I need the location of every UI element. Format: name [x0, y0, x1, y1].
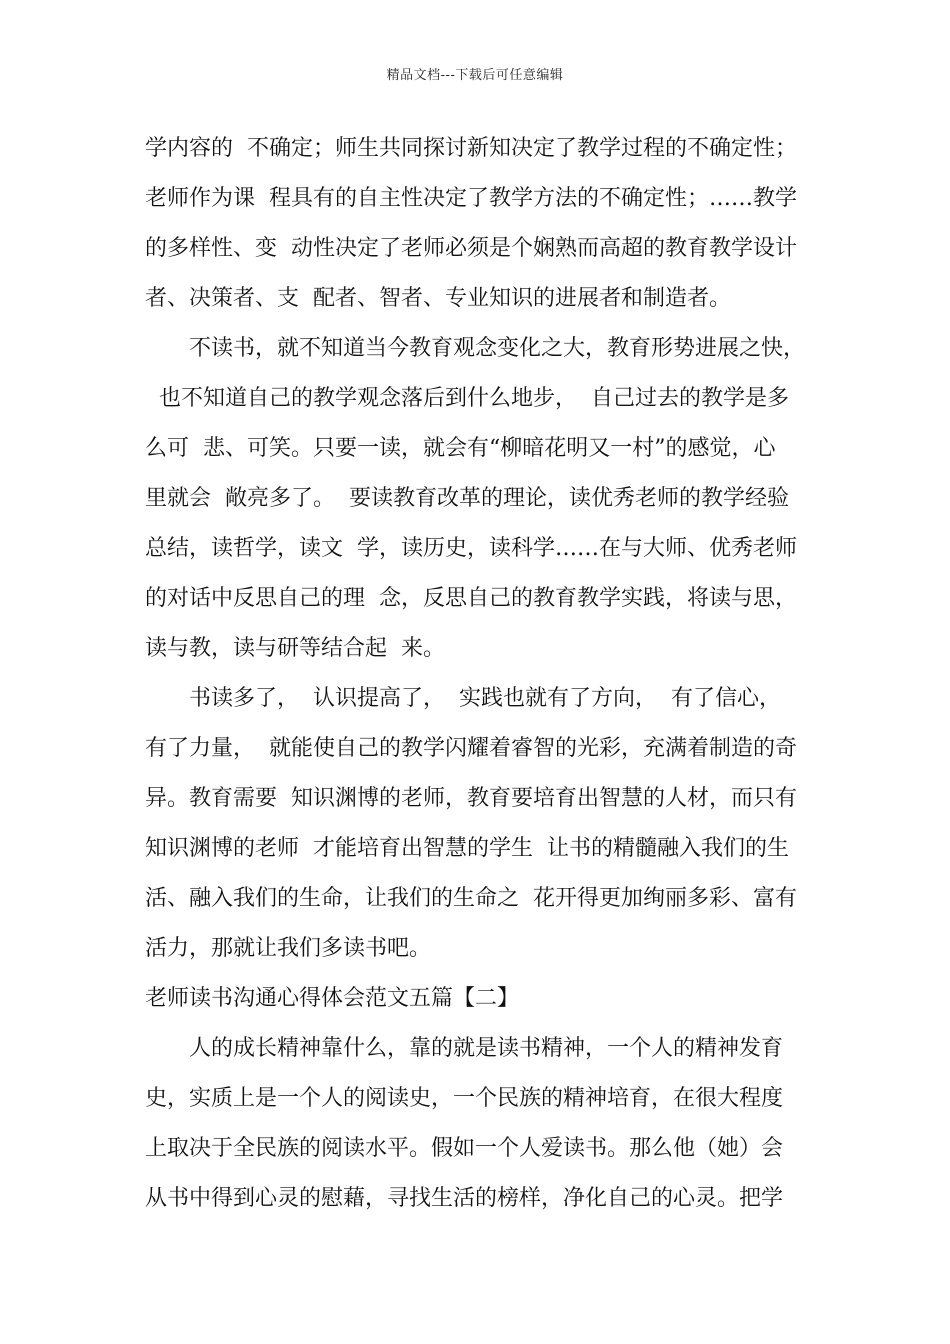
text-line: 么可 悲、可笑。只要一读，就会有“柳暗花明又一村”的感觉，心	[145, 436, 776, 461]
text-line: 也不知道自己的教学观念落后到什么地步， 自己过去的教学是多	[145, 386, 789, 411]
text-line: 知识渊博的老师 才能培育出智慧的学生 让书的精髓融入我们的生	[145, 836, 789, 861]
text-line: 的多样性、变 动性决定了老师必须是个娴熟而高超的教育教学设计	[145, 236, 797, 261]
text-line: 者、决策者、支 配者、智者、专业知识的进展者和制造者。	[145, 286, 731, 311]
text-line: 学内容的 不确定；师生共同探讨新知决定了教学过程的不确定性；	[145, 136, 797, 161]
paragraph-first-line: 书读多了， 认识提高了， 实践也就有了方向， 有了信心，	[189, 686, 781, 711]
text-line: 的对话中反思自己的理 念，反思自己的教育教学实践，将读与思，	[145, 586, 797, 611]
text-line: 上取决于全民族的阅读水平。假如一个人爱读书。那么他（她）会	[145, 1136, 784, 1161]
paragraph-first-line: 不读书，就不知道当今教育观念变化之大，教育形势进展之快，	[189, 336, 806, 361]
text-line: 史，实质上是一个人的阅读史，一个民族的精神培育，在很大程度	[145, 1086, 784, 1111]
text-line: 总结，读哲学，读文 学，读历史，读科学……在与大师、优秀老师	[145, 536, 797, 561]
text-line: 从书中得到心灵的慰藉，寻找生活的榜样，净化自己的心灵。把学	[145, 1186, 784, 1211]
text-line: 活力，那就让我们多读书吧。	[145, 936, 432, 961]
text-line: 读与教，读与研等结合起 来。	[145, 636, 445, 661]
section-heading: 老师读书沟通心得体会范文五篇【二】	[145, 986, 520, 1011]
paragraph-first-line: 人的成长精神靠什么，靠的就是读书精神，一个人的精神发育	[189, 1036, 784, 1061]
text-line: 有了力量， 就能使自己的教学闪耀着睿智的光彩，充满着制造的奇	[145, 736, 797, 761]
text-line: 老师作为课 程具有的自主性决定了教学方法的不确定性；……教学	[145, 186, 797, 211]
text-line: 里就会 敞亮多了。 要读教育改革的理论，读优秀老师的教学经验	[145, 486, 789, 511]
document-body	[145, 124, 815, 1224]
text-line: 异。教育需要 知识渊博的老师，教育要培育出智慧的人材，而只有	[145, 786, 797, 811]
page-header: 精品文档---下载后可任意编辑	[386, 68, 564, 83]
text-line: 活、融入我们的生命，让我们的生命之 花开得更加绚丽多彩、富有	[145, 886, 797, 911]
